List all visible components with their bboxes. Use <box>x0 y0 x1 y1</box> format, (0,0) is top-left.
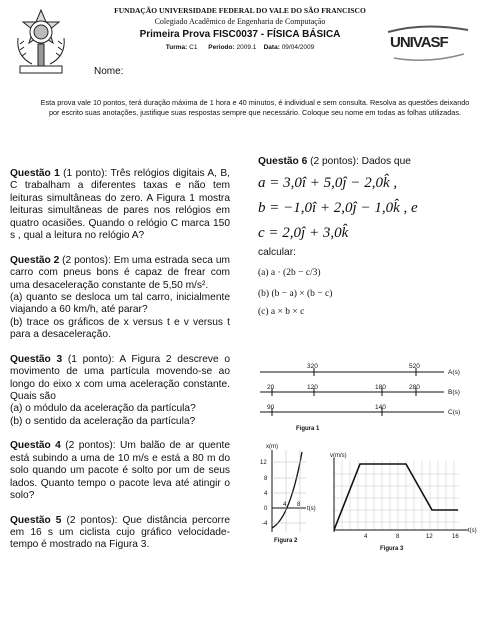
fig1-a-tick-2: 520 <box>409 363 420 370</box>
fig1-c-tick-2: 140 <box>375 404 386 411</box>
vector-b-equation: b = −1,0î + 2,0ĵ − 1,0k̂ , e <box>258 200 418 217</box>
fig3-xlabel: t(s) <box>468 528 477 534</box>
fig1-b-tick-4: 280 <box>409 384 420 391</box>
exam-meta <box>90 44 390 51</box>
question-3-text: (1 ponto): A Figura 2 descreve o movimento de uma partícula movendo-se ao longo do eixo x com uma aceleração constante. Quais são <box>10 353 230 402</box>
fig2-ytick-minus4: -4 <box>262 521 268 527</box>
left-column <box>10 168 230 552</box>
question-4-label: Questão 4 <box>10 440 61 452</box>
periodo-label: Periodo: <box>208 44 235 51</box>
name-label: Nome: <box>94 66 124 77</box>
right-column <box>258 156 488 319</box>
fig1-b-tick-3: 180 <box>375 384 386 391</box>
fig3-xtick-8: 8 <box>396 534 400 540</box>
question-2-item-b: (b) trace os gráficos de x versus t e v versus t para a desaceleração. <box>10 316 230 341</box>
data-value: 09/04/2009 <box>281 44 315 51</box>
logo-text: UNIVASF <box>390 34 448 51</box>
fig2-ylabel: x(m) <box>266 444 278 450</box>
question-6-text: (2 pontos): Dados que <box>307 156 411 167</box>
exam-notice: Esta prova vale 10 pontos, terá duração máxima de 1 hora e 40 minutos, é individual e sem consulta. Resolva as questões deixando por escrito suas anotações, justifique suas respostas sempre que necessário. Coloque seu nome em todas as folhas utilizadas. <box>40 98 470 117</box>
turma-label: Turma: <box>165 44 188 51</box>
question-6-item-c: (c) a × b × c <box>258 307 305 318</box>
fig3-ylabel: v(m/s) <box>330 453 347 459</box>
fig2-caption: Figura 2 <box>274 538 298 544</box>
fig1-caption: Figura 1 <box>296 426 320 432</box>
fig3-xtick-12: 12 <box>426 534 433 540</box>
fig2-ytick-12: 12 <box>260 460 267 466</box>
question-1-label: Questão 1 <box>10 168 60 179</box>
vector-c-equation: c = 2,0ĵ + 3,0k̂ <box>258 225 349 242</box>
fig1-label-a: A(s) <box>448 369 460 376</box>
question-6-label: Questão 6 <box>258 156 308 167</box>
fig1-b-tick-2: 120 <box>307 384 318 391</box>
question-4 <box>10 440 230 502</box>
fig1-label-b: B(s) <box>448 389 460 396</box>
fig3-caption: Figura 3 <box>380 546 404 552</box>
question-2-label: Questão 2 <box>10 254 60 266</box>
figure-3 <box>320 452 490 556</box>
question-2-text: (2 pontos): Em uma estrada seca um carro com pneus bons é capaz de frear com uma desaceleração constante de 5,50 m/s². <box>10 254 230 291</box>
data-label: Data: <box>263 44 280 51</box>
question-3 <box>10 354 230 404</box>
fig3-xtick-4: 4 <box>364 534 368 540</box>
question-5 <box>10 515 230 552</box>
fig2-ytick-4: 4 <box>264 491 268 497</box>
question-3-item-a: (a) o módulo da aceleração da partícula? <box>10 403 196 415</box>
univasf-logo <box>384 24 472 62</box>
periodo-value: 2009.1 <box>236 44 257 51</box>
question-6-item-a: (a) a · (2b − c/3) <box>258 267 321 278</box>
question-6 <box>258 156 488 168</box>
course-name: Colegiado Acadêmico de Engenharia de Computação <box>154 17 326 26</box>
fig2-xtick-8: 8 <box>297 502 301 508</box>
figure-1 <box>256 360 488 440</box>
question-2 <box>10 255 230 292</box>
vector-a-equation: a = 3,0î + 5,0ĵ − 2,0k̂ , <box>258 175 398 192</box>
question-2-item-a: (a) quanto se desloca um tal carro, inicialmente viajando a 60 km/h, até parar? <box>10 291 230 316</box>
fig1-b-tick-1: 20 <box>267 384 275 391</box>
fig2-xtick-4: 4 <box>283 502 287 508</box>
question-6-item-b: (b) (b − a) × (b − c) <box>258 289 333 300</box>
university-name: FUNDAÇÃO UNIVERSIDADE FEDERAL DO VALE DO SÃO FRANCISCO <box>114 6 366 15</box>
fig1-a-tick-1: 320 <box>307 363 318 370</box>
brazil-coat-of-arms-icon <box>12 8 70 76</box>
question-3-label: Questão 3 <box>10 353 63 365</box>
question-5-text: (2 pontos): Que distância percorre em 16 s um ciclista cujo gráfico velocidade-tempo é mostrado na Figura 3. <box>10 514 230 551</box>
calc-label: calcular: <box>258 247 296 259</box>
fig1-c-tick-1: 90 <box>267 404 275 411</box>
exam-title: Primeira Prova FISC0037 - FÍSICA BÁSICA <box>139 29 341 40</box>
question-5-label: Questão 5 <box>10 514 62 526</box>
question-4-text: (2 pontos): Um balão de ar quente está subindo a uma de 10 m/s e está a 80 m do solo quando um pacote é solto por um de seus lados. Quanto tempo o pacote leva até atingir o solo? <box>10 440 230 502</box>
question-1-text: (1 ponto): Três relógios digitais A, B, C trabalham a diferentes taxas e não tem leituras simultâneas do zero. A Figura 1 mostra leituras simultâneas de pares nos relógios em quatro ocasiões. Quando o relógio C marca 150 s , qual a leitura no relógio A? <box>10 168 230 242</box>
fig1-label-c: C(s) <box>448 409 461 416</box>
fig2-xlabel: t(s) <box>307 506 316 512</box>
fig2-ytick-8: 8 <box>264 476 268 482</box>
fig2-curve <box>272 452 302 528</box>
question-1 <box>10 168 230 243</box>
question-3-item-b: (b) o sentido da aceleração da partícula? <box>10 415 196 427</box>
fig3-xtick-16: 16 <box>452 534 459 540</box>
figure-2 <box>256 440 324 550</box>
fig2-ytick-0: 0 <box>264 506 268 512</box>
turma-value: C1 <box>189 44 198 51</box>
